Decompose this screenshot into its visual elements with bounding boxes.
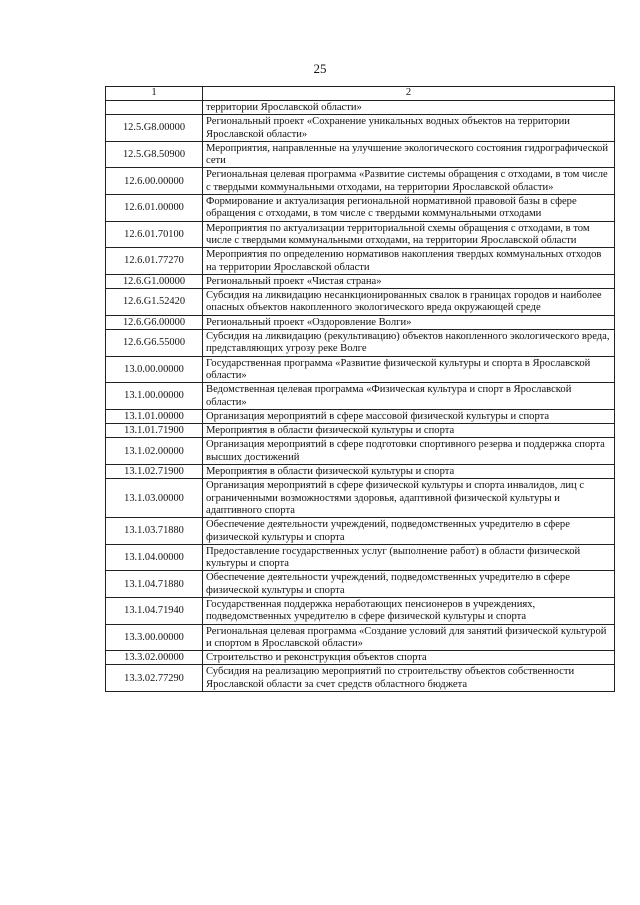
row-code: 13.1.03.00000 <box>106 479 203 518</box>
table-row <box>106 168 615 195</box>
row-code: 13.1.02.00000 <box>106 438 203 465</box>
row-name: Предоставление государственных услуг (выполнение работ) в области физической культуры и спорта <box>203 544 615 571</box>
row-name: Организация мероприятий в сфере массовой физической культуры и спорта <box>203 409 615 423</box>
table-row <box>106 479 615 518</box>
row-name: Организация мероприятий в сфере физической культуры и спорта инвалидов, лиц с ограниченными возможностями здоровья, адаптивной физической культуры и адаптивного спорта <box>203 479 615 518</box>
row-code: 13.1.00.00000 <box>106 383 203 410</box>
table-row <box>106 115 615 142</box>
row-code: 12.6.00.00000 <box>106 168 203 195</box>
table-row <box>106 141 615 168</box>
row-code: 13.1.04.71940 <box>106 597 203 624</box>
row-code: 12.5.G8.00000 <box>106 115 203 142</box>
table-row <box>106 597 615 624</box>
table-row <box>106 330 615 357</box>
table-header-row <box>106 87 615 101</box>
row-code: 13.3.02.00000 <box>106 651 203 665</box>
row-name: Региональный проект «Сохранение уникальных водных объектов на территории Ярославской области» <box>203 115 615 142</box>
row-name: Ведомственная целевая программа «Физическая культура и спорт в Ярославской области» <box>203 383 615 410</box>
row-code: 13.1.02.71900 <box>106 465 203 479</box>
table-row <box>106 518 615 545</box>
row-code: 12.5.G8.50900 <box>106 141 203 168</box>
row-name: Субсидия на реализацию мероприятий по строительству объектов собственности Ярославской области за счет средств областного бюджета <box>203 665 615 692</box>
row-code: 12.6.G1.52420 <box>106 289 203 316</box>
row-name: Мероприятия по определению нормативов накопления твердых коммунальных отходов на территории Ярославской области <box>203 248 615 275</box>
row-code: 13.1.04.71880 <box>106 571 203 598</box>
row-name: Мероприятия в области физической культуры и спорта <box>203 424 615 438</box>
row-name: Организация мероприятий в сфере подготовки спортивного резерва и поддержка спорта высших достижений <box>203 438 615 465</box>
row-code <box>106 101 203 115</box>
row-code: 12.6.01.77270 <box>106 248 203 275</box>
row-name: Государственная поддержка неработающих пенсионеров в учреждениях, подведомственных учредителю в сфере физической культуры и спорта <box>203 597 615 624</box>
table-row <box>106 101 615 115</box>
row-code: 12.6.G1.00000 <box>106 274 203 288</box>
row-name: территории Ярославской области» <box>203 101 615 115</box>
row-name: Региональная целевая программа «Создание условий для занятий физической культурой и спортом в Ярославской области» <box>203 624 615 651</box>
row-code: 13.3.00.00000 <box>106 624 203 651</box>
row-code: 13.3.02.77290 <box>106 665 203 692</box>
table-row <box>106 665 615 692</box>
row-code: 13.1.03.71880 <box>106 518 203 545</box>
row-name: Мероприятия, направленные на улучшение экологического состояния гидрографической сети <box>203 141 615 168</box>
row-code: 13.1.01.71900 <box>106 424 203 438</box>
page-number: 25 <box>313 61 327 76</box>
table-row <box>106 248 615 275</box>
row-name: Мероприятия по актуализации территориальной схемы обращения с отходами, в том числе с твердыми коммунальными отходами, на территории Ярославской области <box>203 221 615 248</box>
table-row <box>106 424 615 438</box>
table-row <box>106 383 615 410</box>
row-name: Региональная целевая программа «Развитие системы обращения с отходами, в том числе с твердыми коммунальными отходами, на территории Ярославской области» <box>203 168 615 195</box>
table-row <box>106 571 615 598</box>
row-code: 12.6.01.00000 <box>106 195 203 222</box>
table-body <box>106 101 615 692</box>
row-code: 12.6.G6.55000 <box>106 330 203 357</box>
table-row <box>106 356 615 383</box>
row-name: Субсидия на ликвидацию (рекультивацию) объектов накопленного экологического вреда, представляющих угрозу реке Волге <box>203 330 615 357</box>
table-row <box>106 624 615 651</box>
table-row <box>106 274 615 288</box>
table-row <box>106 651 615 665</box>
table-row <box>106 438 615 465</box>
row-name: Формирование и актуализация региональной нормативной правовой базы в сфере обращения с отходами, в том числе с твердыми коммунальными отходами <box>203 195 615 222</box>
column-header-name: 2 <box>203 87 615 101</box>
table-row <box>106 544 615 571</box>
budget-classification-table <box>105 86 615 692</box>
row-name: Обеспечение деятельности учреждений, подведомственных учредителю в сфере физической культуры и спорта <box>203 518 615 545</box>
column-header-code: 1 <box>106 87 203 101</box>
row-name: Строительство и реконструкция объектов спорта <box>203 651 615 665</box>
row-name: Субсидия на ликвидацию несанкционированных свалок в границах городов и наиболее опасных объектов накопленного экологического вреда окружающей среде <box>203 289 615 316</box>
table-row <box>106 409 615 423</box>
table-row <box>106 315 615 329</box>
table-row <box>106 289 615 316</box>
row-code: 13.0.00.00000 <box>106 356 203 383</box>
row-code: 12.6.G6.00000 <box>106 315 203 329</box>
row-code: 13.1.01.00000 <box>106 409 203 423</box>
row-name: Государственная программа «Развитие физической культуры и спорта в Ярославской области» <box>203 356 615 383</box>
row-name: Региональный проект «Чистая страна» <box>203 274 615 288</box>
row-code: 13.1.04.00000 <box>106 544 203 571</box>
table-row <box>106 221 615 248</box>
row-name: Обеспечение деятельности учреждений, подведомственных учредителю в сфере физической культуры и спорта <box>203 571 615 598</box>
row-name: Мероприятия в области физической культуры и спорта <box>203 465 615 479</box>
row-name: Региональный проект «Оздоровление Волги» <box>203 315 615 329</box>
table-row <box>106 195 615 222</box>
row-code: 12.6.01.70100 <box>106 221 203 248</box>
table-row <box>106 465 615 479</box>
